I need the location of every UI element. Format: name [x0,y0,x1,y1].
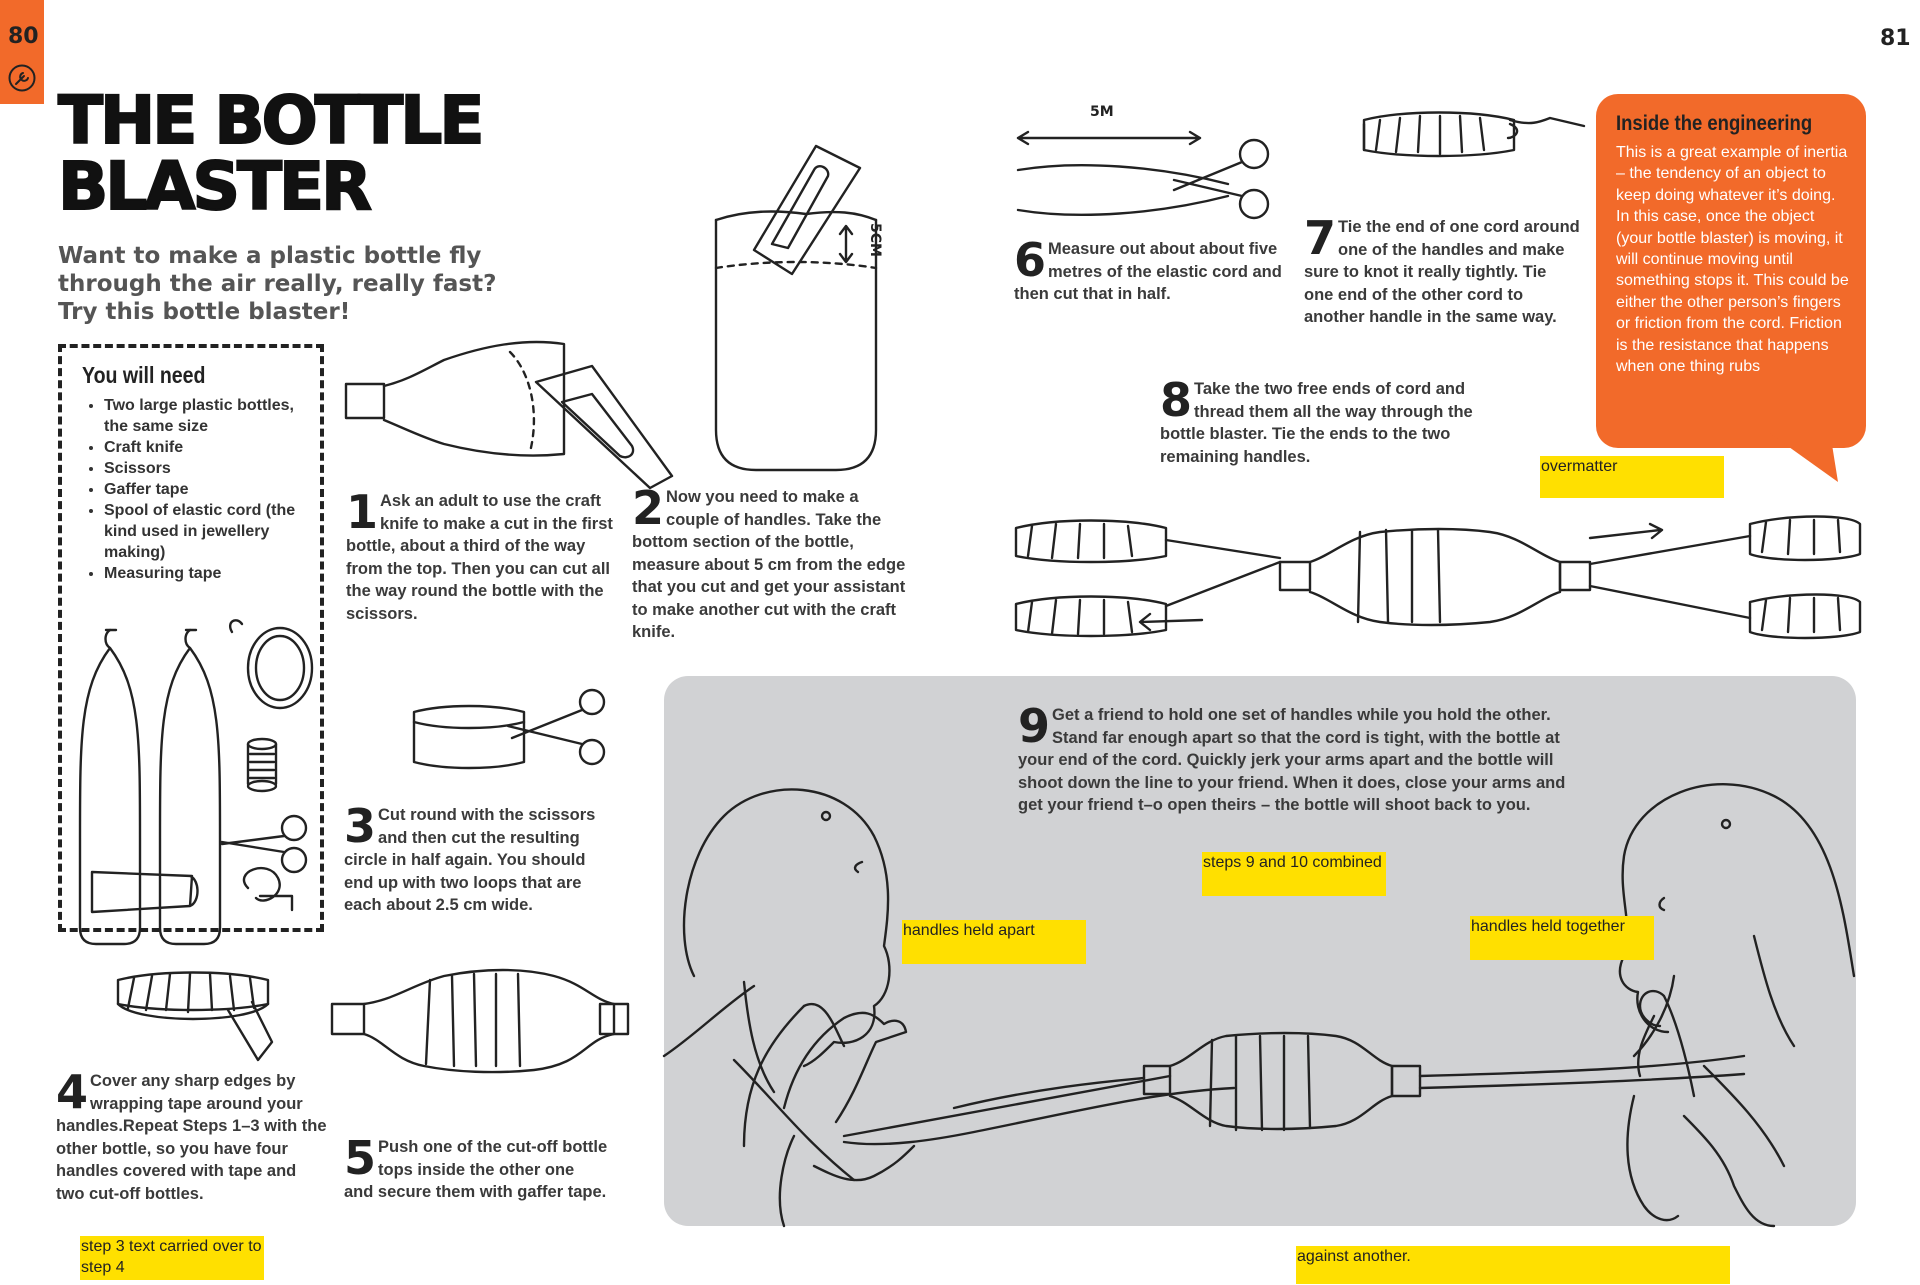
step-7 [1304,211,1580,329]
materials-illustration [62,348,328,936]
step-3-number: 3 [344,799,377,853]
step-6-illustration [1014,110,1314,230]
page-number-right: 81 [1880,26,1911,51]
page-number-left: 80 [8,24,39,49]
list-item: • Scissors [104,458,320,479]
step-4-illustration [112,970,282,1070]
list-item: • Craft knife [104,437,320,458]
title-line-2: BLASTER [58,148,369,225]
step-5-text: Push one of the cut-off bottle tops inside the other one and secure them with gaffer tape. [344,1138,608,1201]
step-9-illustration [664,676,1856,1226]
step-4-number: 4 [56,1065,89,1119]
step-5-number: 5 [344,1131,377,1185]
note-step3-carried: step 3 text carried over to step 4 [80,1236,264,1280]
step-1-number: 1 [346,485,379,539]
step-6-text: Measure out about about five metres of the elastic cord and then cut that in half. [1014,240,1282,303]
speech-bubble-tail [1760,430,1860,490]
inside-engineering-heading: Inside the engineering [1616,112,1813,135]
intro-text: Want to make a plastic bottle fly through the air really, really fast? Try this bottle blaster! [58,243,497,325]
step-7-number: 7 [1304,211,1337,265]
step-1-text: Ask an adult to use the craft knife to make a cut in the first bottle, about a third of the way from the top. Then you can cut all the way round the bottle with the scissors. [346,492,613,623]
title-line-1: THE BOTTLE [58,82,482,159]
step-5 [344,1131,608,1204]
wrench-icon [8,64,36,92]
step-3-illustration [412,686,612,786]
five-m-label: 5M [1090,104,1114,120]
step-3 [344,799,606,917]
list-item: • Gaffer tape [104,479,320,500]
list-item: • Measuring tape [104,563,320,584]
step-2-illustration [714,140,884,470]
you-will-need-box [58,344,324,932]
step-6-number: 6 [1014,233,1047,287]
step-3-text: Cut round with the scissors and then cut the resulting circle in half again. You should end up with two loops that are each about 2.5 cm wide. [344,806,596,914]
step-8-text: Take the two free ends of cord and thread them all the way through the bottle blaster. Tie the ends to the two remaining handles. [1160,380,1473,466]
step-5-illustration [330,960,630,1080]
step-8-illustration [1010,510,1870,650]
step-4 [56,1065,328,1205]
step-1 [346,485,614,625]
step-1-illustration [340,330,670,470]
step-6 [1014,233,1294,306]
step-2-text: Now you need to make a couple of handles. Take the bottom section of the bottle, measure about 5 cm from the edge that you cut and get your assistant to make another cut with the craft knife. [632,488,906,641]
step-7-illustration [1360,110,1590,170]
step-4-text: Cover any sharp edges by wrapping tape around your handles.Repeat Steps 1–3 with the other bottle, so you have four handles covered with tape and two cut-off bottles. [56,1072,327,1203]
list-item: • Two large plastic bottles, the same size [104,395,320,437]
note-handles-apart: handles held apart [902,920,1086,964]
step-2 [632,481,912,644]
list-item: • Spool of elastic cord (the kind used in jewellery making) [104,500,320,563]
page-tab [0,0,44,104]
step-7-text: Tie the end of one cord around one of the handles and make sure to knot it really tightly. Tie one end of the other cord to another handle in the same way. [1304,218,1580,326]
page-title [58,82,482,225]
you-will-need-heading: You will need [82,362,206,388]
step-9-number: 9 [1018,699,1051,753]
inside-engineering-box [1596,94,1866,448]
five-cm-label: 5CM [866,223,883,257]
step-8-number: 8 [1160,373,1193,427]
step-2-number: 2 [632,481,665,535]
step-9-text: Get a friend to hold one set of handles while you hold the other. Stand far enough apart so that the cord is tight, with the bottle at your end of the cord. Quickly jerk your arms apart and the bottle will shoot down the line to your friend. When it does, close your arms and get your friend t–o open theirs – the bottle will shoot back to you. [1018,706,1566,814]
note-against-another: against another. [1296,1246,1730,1284]
note-handles-together: handles held together [1470,916,1654,960]
step-8 [1160,373,1482,468]
inside-engineering-text: This is a great example of inertia – the tendency of an object to keep doing whatever it’s doing. In this case, once the object (your bottle blaster) is moving, it will continue moving until something stops it. This could be either the other person’s fingers or friction from the cord. Friction is the resistance that happens when one thing rubs [1616,144,1849,376]
note-steps-combined: steps 9 and 10 combined [1202,852,1386,896]
note-overmatter: overmatter [1540,456,1724,498]
